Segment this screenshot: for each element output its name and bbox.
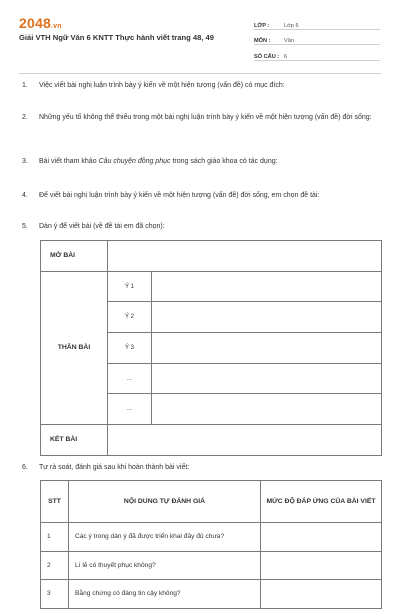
question-number: 1. xyxy=(22,82,28,89)
meta-label: SỐ CÂU : xyxy=(254,53,280,60)
row-stt: 3 xyxy=(41,580,69,609)
row-stt: 1 xyxy=(41,523,69,552)
question-number: 4. xyxy=(22,192,28,199)
assessment-table xyxy=(40,480,382,609)
point-label: ... xyxy=(108,363,152,394)
point-answer-cell[interactable] xyxy=(152,302,382,333)
question-text-part: Bài viết tham khảo xyxy=(39,158,99,165)
row-level-answer-cell[interactable] xyxy=(261,551,382,580)
meta-row-class xyxy=(254,14,380,30)
meta-value: Văn xyxy=(284,38,294,44)
question-text-italic: Câu chuyện đồng phục xyxy=(98,158,171,165)
point-answer-cell[interactable] xyxy=(152,363,382,394)
header-divider xyxy=(19,73,381,74)
conclusion-answer-cell[interactable] xyxy=(108,425,382,456)
question-text-part: trong sách giáo khoa có tác dụng: xyxy=(170,158,278,165)
assessment-header-row xyxy=(41,481,382,523)
meta-value: 6 xyxy=(284,53,288,60)
row-level-answer-cell[interactable] xyxy=(261,580,382,609)
row-content: Các ý trong dàn ý đã được triển khai đầy đủ chưa? xyxy=(69,523,261,552)
meta-label: LỚP : xyxy=(254,22,270,29)
header-stt: STT xyxy=(41,481,69,523)
question-text: Việc viết bài nghị luận trình bày ý kiến về một hiện tượng (vấn đề) có mục đích: xyxy=(39,82,285,89)
question-text: Dàn ý để viết bài (về đề tài em đã chọn): xyxy=(39,223,165,230)
row-content: Bằng chứng có đáng tin cậy không? xyxy=(69,580,261,609)
question-text xyxy=(39,156,394,168)
point-label: ... xyxy=(108,394,152,425)
meta-row-count xyxy=(254,45,380,61)
question-text: Để viết bài nghị luận trình bày ý kiến về một hiện tượng (vấn đề) đời sống, em chọn đề tài: xyxy=(39,192,320,199)
question-number: 3. xyxy=(22,158,28,165)
document-title: Giải VTH Ngữ Văn 6 KNTT Thực hành viết trang 48, 49 xyxy=(19,33,214,42)
header-content: NỘI DUNG TỰ ĐÁNH GIÁ xyxy=(69,481,261,523)
assessment-row xyxy=(41,580,382,609)
conclusion-label: KẾT BÀI xyxy=(41,425,108,456)
meta-box xyxy=(254,14,380,61)
outline-row-point-1 xyxy=(41,271,382,302)
outline-row-conclusion xyxy=(41,425,382,456)
point-answer-cell[interactable] xyxy=(152,333,382,364)
question-text: Tự rà soát, đánh giá sau khi hoàn thành bài viết: xyxy=(39,464,190,471)
point-answer-cell[interactable] xyxy=(152,394,382,425)
outline-row-intro xyxy=(41,241,382,272)
assessment-row xyxy=(41,523,382,552)
site-logo[interactable] xyxy=(19,15,62,31)
intro-answer-cell[interactable] xyxy=(108,241,382,272)
meta-row-subject xyxy=(254,30,380,46)
intro-label: MỞ BÀI xyxy=(41,241,108,272)
meta-value: Lớp 6 xyxy=(284,22,299,29)
assessment-row xyxy=(41,551,382,580)
header-level: MỨC ĐỘ ĐÁP ỨNG CỦA BÀI VIẾT xyxy=(261,481,382,523)
question-number: 6. xyxy=(22,464,28,471)
point-label: Ý 2 xyxy=(108,302,152,333)
row-stt: 2 xyxy=(41,551,69,580)
logo-text: 2048 xyxy=(19,15,51,31)
logo-tld: .vn xyxy=(50,23,62,30)
question-text: Những yếu tố không thể thiếu trong một bài nghị luận trình bày ý kiến về một hiện tượng (vấn đề) đời sống: xyxy=(39,114,372,121)
row-level-answer-cell[interactable] xyxy=(261,523,382,552)
question-number: 2. xyxy=(22,114,28,121)
question-number: 5. xyxy=(22,223,28,230)
row-content: Lí lẽ có thuyết phục không? xyxy=(69,551,261,580)
point-label: Ý 3 xyxy=(108,333,152,364)
body-label: THÂN BÀI xyxy=(41,271,108,424)
point-label: Ý 1 xyxy=(108,271,152,302)
outline-table xyxy=(40,240,382,456)
meta-label: MÔN : xyxy=(254,38,271,44)
point-answer-cell[interactable] xyxy=(152,271,382,302)
